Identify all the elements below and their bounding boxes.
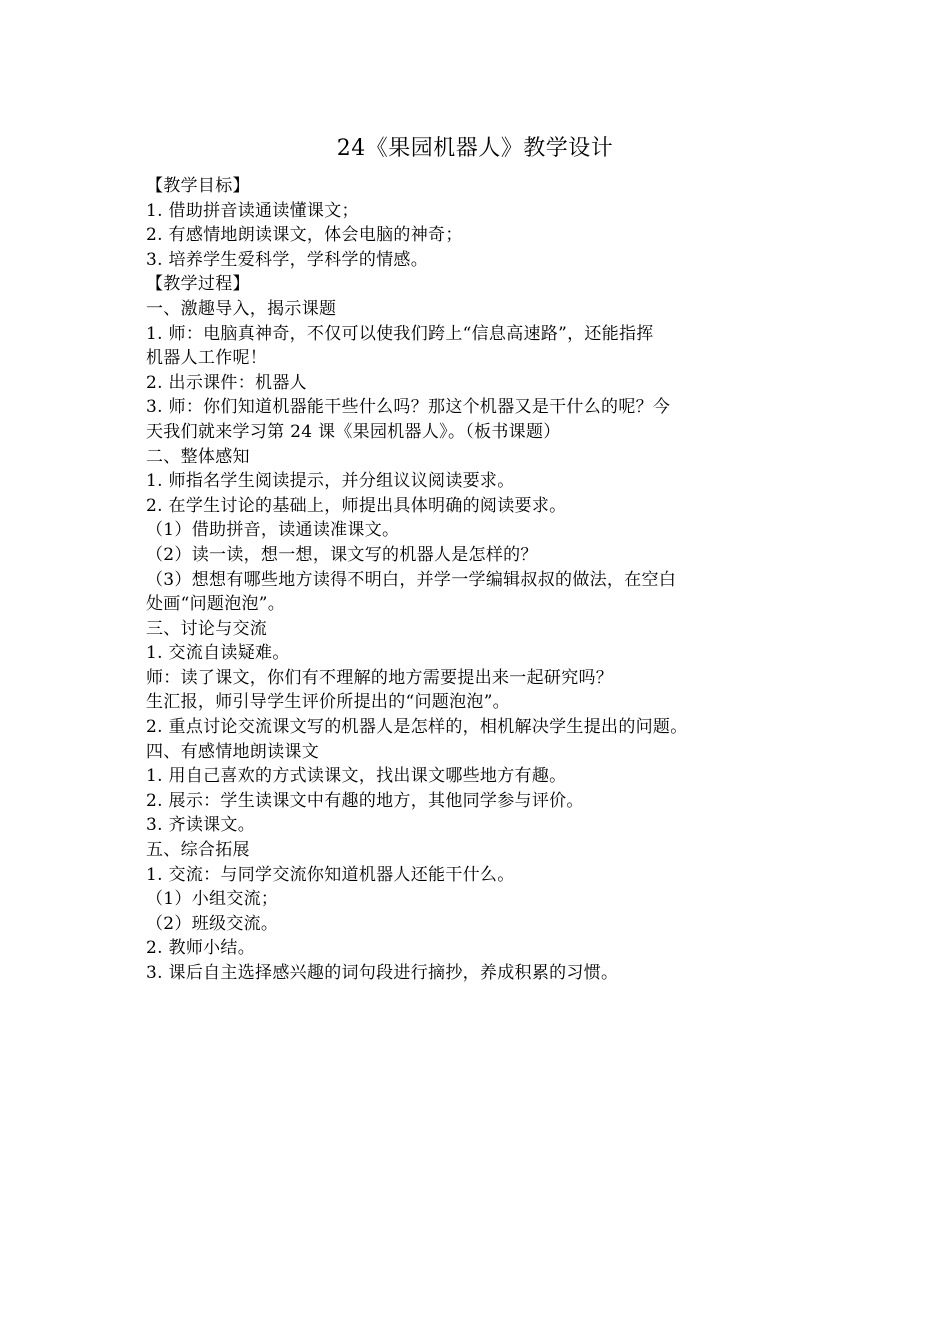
paragraph-line: （3）想想有哪些地方读得不明白，并学一学编辑叔叔的做法，在空白 [146, 569, 677, 590]
paragraph-line: 生汇报，师引导学生评价所提出的“问题泡泡”。 [146, 692, 510, 713]
paragraph-line: 1. 用自己喜欢的方式读课文，找出课文哪些地方有趣。 [146, 766, 567, 787]
paragraph-line: 1. 师指名学生阅读提示，并分组议议阅读要求。 [146, 471, 515, 492]
section-heading: 【教学过程】 [146, 274, 250, 295]
paragraph-line: 机器人工作呢！ [146, 348, 268, 369]
subsection-heading: 五、综合拓展 [146, 840, 250, 861]
paragraph-line: 3. 培养学生爱科学，学科学的情感。 [146, 249, 429, 270]
paragraph-line: 2. 展示：学生读课文中有趣的地方，其他同学参与评价。 [146, 790, 584, 811]
paragraph-line: （1）小组交流； [146, 889, 279, 910]
subsection-heading: 三、讨论与交流 [146, 618, 268, 639]
paragraph-line: 2. 重点讨论交流课文写的机器人是怎样的，相机解决学生提出的问题。 [146, 717, 688, 738]
paragraph-line: 2. 教师小结。 [146, 938, 256, 959]
paragraph-line: 2. 出示课件：机器人 [146, 372, 307, 393]
subsection-heading: 二、整体感知 [146, 446, 250, 467]
paragraph-line: 1. 交流自读疑难。 [146, 643, 290, 664]
paragraph-line: 1. 师：电脑真神奇，不仅可以使我们跨上“信息高速路”，还能指挥 [146, 323, 654, 344]
paragraph-line: 3. 师：你们知道机器能干些什么吗？那这个机器又是干什么的呢？今 [146, 397, 671, 418]
paragraph-line: 师：读了课文，你们有不理解的地方需要提出来一起研究吗？ [146, 667, 614, 688]
paragraph-line: 2. 在学生讨论的基础上，师提出具体明确的阅读要求。 [146, 495, 567, 516]
subsection-heading: 一、激趣导入，揭示课题 [146, 298, 337, 319]
paragraph-line: 处画“问题泡泡”。 [146, 594, 286, 615]
paragraph-line: 天我们就来学习第 24 课《果园机器人》。（板书课题） [146, 421, 561, 442]
paragraph-line: 1. 借助拼音读通读懂课文； [146, 200, 359, 221]
paragraph-line: 3. 课后自主选择感兴趣的词句段进行摘抄，养成积累的习惯。 [146, 963, 619, 983]
section-heading: 【教学目标】 [146, 176, 250, 196]
paragraph-line: （1）借助拼音，读通读准课文。 [146, 520, 400, 541]
paragraph-line: （2）班级交流。 [146, 913, 279, 934]
document-title: 24《果园机器人》教学设计 [336, 136, 614, 161]
paragraph-line: 1. 交流：与同学交流你知道机器人还能干什么。 [146, 864, 515, 885]
paragraph-line: 3. 齐读课文。 [146, 815, 256, 836]
paragraph-line: 2. 有感情地朗读课文，体会电脑的神奇； [146, 225, 463, 246]
paragraph-line: （2）读一读，想一想，课文写的机器人是怎样的？ [146, 544, 538, 565]
document-body [146, 174, 826, 986]
subsection-heading: 四、有感情地朗读课文 [146, 741, 319, 762]
